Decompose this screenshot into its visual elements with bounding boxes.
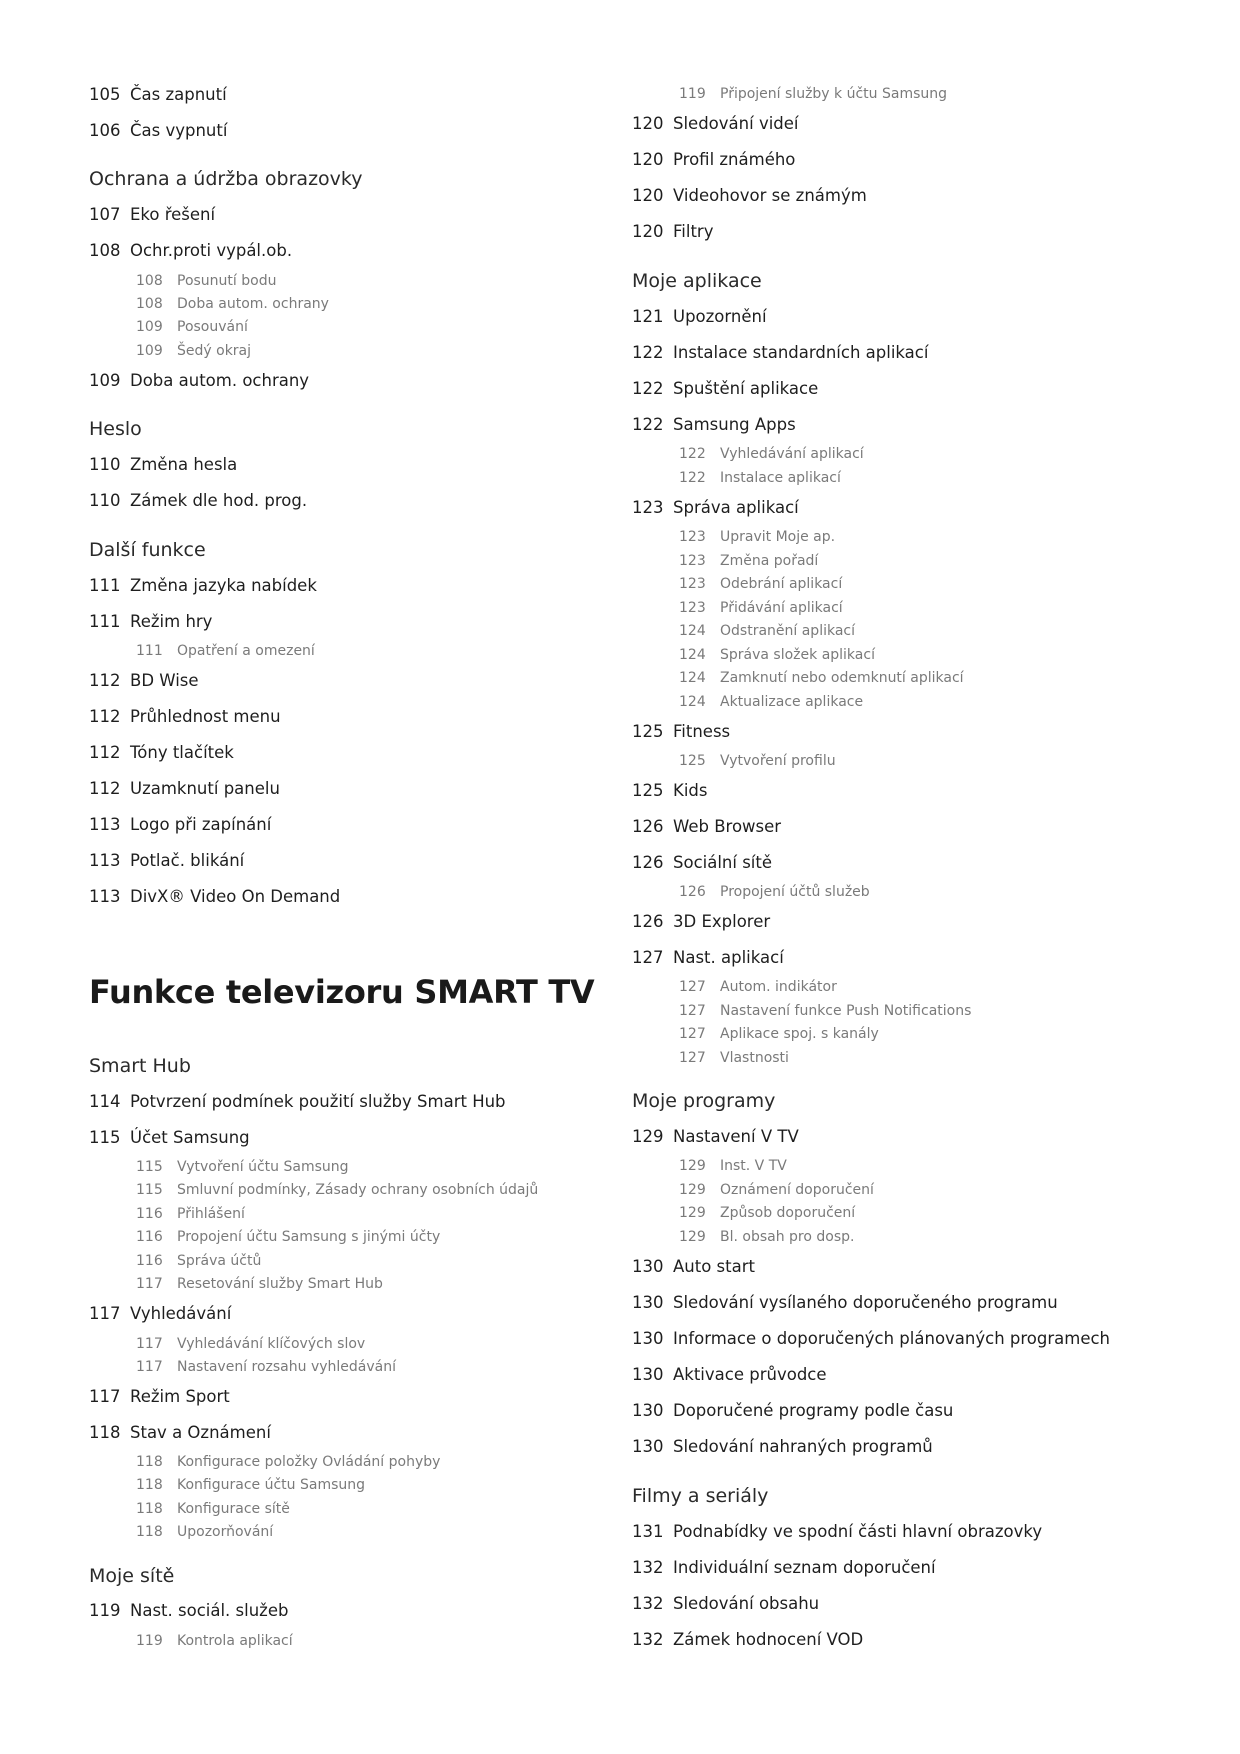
page-number: 116	[136, 1253, 163, 1269]
toc-entry-pruhlednost-menu[interactable]	[89, 706, 281, 728]
entry-title: Informace o doporučených plánovaných programech	[673, 1329, 1111, 1348]
page-number: 118	[136, 1477, 163, 1493]
toc-entry-pridavani-aplikaci[interactable]	[679, 599, 843, 617]
toc-entry-nastaveni-v-tv[interactable]	[632, 1126, 799, 1148]
entry-title: Změna hesla	[130, 455, 238, 474]
toc-entry-sledovani-videi[interactable]	[632, 113, 799, 135]
page-number: 112	[89, 743, 121, 762]
toc-entry-smluvni-podminky-zasady-ochrany-osobnich-udaju[interactable]	[136, 1181, 538, 1199]
page-number: 119	[679, 86, 706, 102]
toc-entry-zmena-poradi[interactable]	[679, 552, 818, 570]
entry-title: Správa účtů	[177, 1253, 262, 1269]
entry-title: Zamknutí nebo odemknutí aplikací	[720, 670, 964, 686]
page-number: 114	[89, 1092, 121, 1111]
entry-title: Sledování obsahu	[673, 1594, 820, 1613]
page-number: 131	[632, 1522, 664, 1541]
entry-title: Logo při zapínání	[130, 815, 272, 834]
toc-entry-podnabidky-ve-spodni-casti-hlavni-obrazovky[interactable]	[632, 1521, 1042, 1543]
entry-title: Aktivace průvodce	[673, 1365, 827, 1384]
page-number: 129	[679, 1229, 706, 1245]
page-number: 127	[632, 948, 664, 967]
page-number: 112	[89, 671, 121, 690]
entry-title: Posunutí bodu	[177, 273, 277, 289]
toc-entry-doba-autom-ochrany[interactable]	[89, 370, 309, 392]
toc-entry-rezim-sport[interactable]	[89, 1386, 230, 1408]
toc-entry-ochr-proti-vypal-ob[interactable]	[89, 240, 292, 262]
toc-entry-aplikace-spoj-s-kanaly[interactable]	[679, 1025, 879, 1043]
entry-title: Eko řešení	[130, 205, 216, 224]
page-number: 120	[632, 114, 664, 133]
page-number: 115	[89, 1128, 121, 1147]
entry-title: Stav a Oznámení	[130, 1423, 271, 1442]
toc-entry-zmena-jazyka-nabidek[interactable]	[89, 575, 317, 597]
page-number: 116	[136, 1229, 163, 1245]
page-number: 123	[632, 498, 664, 517]
entry-title: Způsob doporučení	[720, 1205, 856, 1221]
page-number: 113	[89, 887, 121, 906]
toc-entry-vlastnosti[interactable]	[679, 1049, 789, 1067]
page-number: 117	[89, 1387, 121, 1406]
entry-title: Doba autom. ochrany	[177, 296, 329, 312]
page-number: 117	[136, 1336, 163, 1352]
page-number: 105	[89, 85, 121, 104]
page-number: 125	[632, 722, 664, 741]
page-number: 122	[632, 379, 664, 398]
page-number: 125	[632, 781, 664, 800]
entry-title: Sociální sítě	[673, 853, 773, 872]
page-number: 124	[679, 647, 706, 663]
toc-entry-vyhledavani[interactable]	[89, 1303, 231, 1325]
page-number: 110	[89, 455, 121, 474]
toc-entry-ucet-samsung[interactable]	[89, 1127, 250, 1149]
entry-title: Průhlednost menu	[130, 707, 281, 726]
page-number: 123	[679, 576, 706, 592]
page-number: 109	[136, 319, 163, 335]
entry-title: Potlač. blikání	[130, 851, 245, 870]
toc-entry-odstraneni-aplikaci[interactable]	[679, 622, 855, 640]
page-number: 115	[136, 1159, 163, 1175]
toc-entry-spusteni-aplikace[interactable]	[632, 378, 818, 400]
toc-entry-auto-start[interactable]	[632, 1256, 755, 1278]
toc-entry-instalace-aplikaci[interactable]	[679, 469, 841, 487]
entry-title: Konfigurace položky Ovládání pohyby	[177, 1454, 441, 1470]
toc-entry-posunuti-bodu[interactable]	[136, 272, 276, 290]
toc-entry-resetovani-sluzby-smart-hub[interactable]	[136, 1275, 383, 1293]
toc-entry-vyhledavani-klicovych-slov[interactable]	[136, 1335, 365, 1353]
entry-title: Vytvoření profilu	[720, 753, 836, 769]
toc-entry-instalace-standardnich-aplikaci[interactable]	[632, 342, 928, 364]
entry-title: Posouvání	[177, 319, 248, 335]
page-number: 126	[679, 884, 706, 900]
toc-entry-zmena-hesla[interactable]	[89, 454, 237, 476]
section-heading: Filmy a seriály	[632, 1485, 769, 1507]
page-number: 118	[136, 1524, 163, 1540]
toc-entry-konfigurace-site[interactable]	[136, 1500, 290, 1518]
page-number: 108	[136, 296, 163, 312]
entry-title: Sledování vysílaného doporučeného programu	[673, 1293, 1058, 1312]
entry-title: Vyhledávání klíčových slov	[177, 1336, 366, 1352]
toc-entry-sledovani-nahranych-programu[interactable]	[632, 1436, 933, 1458]
page-number: 121	[632, 307, 664, 326]
page-number: 130	[632, 1329, 664, 1348]
entry-title: Připojení služby k účtu Samsung	[720, 86, 948, 102]
toc-entry-kids[interactable]	[632, 780, 707, 802]
toc-entry-opatreni-a-omezeni[interactable]	[136, 642, 315, 660]
toc-entry-zamknuti-nebo-odemknuti-aplikaci[interactable]	[679, 669, 964, 687]
page-number: 126	[632, 912, 664, 931]
toc-entry-upozorneni[interactable]	[632, 306, 767, 328]
entry-title: Upravit Moje ap.	[720, 529, 836, 545]
entry-title: Oznámení doporučení	[720, 1182, 874, 1198]
page-number: 130	[632, 1257, 664, 1276]
entry-title: Web Browser	[673, 817, 782, 836]
entry-title: Vyhledávání	[130, 1304, 232, 1323]
page-number: 110	[89, 491, 121, 510]
entry-title: Sledování nahraných programů	[673, 1437, 933, 1456]
toc-entry-posouvani[interactable]	[136, 318, 248, 336]
toc-entry-bd-wise[interactable]	[89, 670, 199, 692]
page-number: 126	[632, 817, 664, 836]
entry-title: Vytvoření účtu Samsung	[177, 1159, 349, 1175]
entry-title: Nast. sociál. služeb	[130, 1601, 289, 1620]
entry-title: Sledování videí	[673, 114, 799, 133]
entry-title: Režim hry	[130, 612, 213, 631]
toc-entry-kontrola-aplikaci[interactable]	[136, 1632, 293, 1650]
page-number: 119	[136, 1633, 163, 1649]
entry-title: Autom. indikátor	[720, 979, 837, 995]
toc-entry-potlac-blikani[interactable]	[89, 850, 244, 872]
entry-title: Vlastnosti	[720, 1050, 789, 1066]
toc-entry-prihlaseni[interactable]	[136, 1205, 245, 1223]
toc-entry-vytvoreni-uctu-samsung[interactable]	[136, 1158, 349, 1176]
toc-entry-bl-obsah-pro-dosp[interactable]	[679, 1228, 854, 1246]
toc-entry-cas-vypnuti[interactable]	[89, 120, 227, 142]
toc-entry-aktivace-pruvodce[interactable]	[632, 1364, 827, 1386]
page-number: 112	[89, 707, 121, 726]
toc-entry-aktualizace-aplikace[interactable]	[679, 693, 863, 711]
page-number: 111	[89, 576, 121, 595]
page-number: 117	[89, 1304, 121, 1323]
page-number: 132	[632, 1594, 664, 1613]
page-number: 127	[679, 979, 706, 995]
page-number: 127	[679, 1003, 706, 1019]
toc-entry-konfigurace-polozky-ovladani-pohyby[interactable]	[136, 1453, 440, 1471]
page-number: 130	[632, 1365, 664, 1384]
page-number: 118	[136, 1501, 163, 1517]
toc-entry-zamek-hodnoceni-vod[interactable]	[632, 1629, 863, 1651]
entry-title: Nast. aplikací	[673, 948, 784, 967]
toc-entry-inst-v-tv[interactable]	[679, 1157, 787, 1175]
entry-title: Profil známého	[673, 150, 796, 169]
toc-entry-uzamknuti-panelu[interactable]	[89, 778, 280, 800]
toc-entry-sledovani-vysilaneho-doporuceneho-programu[interactable]	[632, 1292, 1058, 1314]
entry-title: Auto start	[673, 1257, 755, 1276]
entry-title: Individuální seznam doporučení	[673, 1558, 936, 1577]
chapter-title: Funkce televizoru SMART TV	[89, 973, 595, 1011]
toc-entry-potvrzeni-podminek-pouziti-sluzby-smart-hub[interactable]	[89, 1091, 506, 1113]
toc-entry-3d-explorer[interactable]	[632, 911, 770, 933]
toc-entry-informace-o-doporucenych-planovanych-programech[interactable]	[632, 1328, 1110, 1350]
toc-entry-oznameni-doporuceni[interactable]	[679, 1181, 874, 1199]
entry-title: Ochr.proti vypál.ob.	[130, 241, 293, 260]
entry-title: Čas zapnutí	[130, 85, 227, 104]
toc-entry-nast-social-sluzeb[interactable]	[89, 1600, 288, 1622]
toc-entry-eko-reseni[interactable]	[89, 204, 215, 226]
entry-title: Videohovor se známým	[673, 186, 867, 205]
toc-entry-zpusob-doporuceni[interactable]	[679, 1204, 855, 1222]
toc-entry-sprava-uctu[interactable]	[136, 1252, 261, 1270]
page-number: 123	[679, 529, 706, 545]
page-number: 123	[679, 600, 706, 616]
entry-title: Propojení účtu Samsung s jinými účty	[177, 1229, 441, 1245]
page-number: 122	[632, 415, 664, 434]
page-number: 108	[89, 241, 121, 260]
page-number: 109	[136, 343, 163, 359]
section-heading: Moje aplikace	[632, 270, 762, 292]
toc-entry-divx-video-on-demand[interactable]	[89, 886, 340, 908]
entry-title: Smluvní podmínky, Zásady ochrany osobních údajů	[177, 1182, 539, 1198]
page-number: 119	[89, 1601, 121, 1620]
page-number: 130	[632, 1437, 664, 1456]
page-number: 107	[89, 205, 121, 224]
entry-title: 3D Explorer	[673, 912, 771, 931]
page-number: 118	[89, 1423, 121, 1442]
section-heading: Smart Hub	[89, 1055, 191, 1077]
entry-title: Inst. V TV	[720, 1158, 787, 1174]
toc-entry-konfigurace-uctu-samsung[interactable]	[136, 1476, 365, 1494]
entry-title: Spuštění aplikace	[673, 379, 819, 398]
toc-entry-upozornovani[interactable]	[136, 1523, 273, 1541]
toc-entry-rezim-hry[interactable]	[89, 611, 212, 633]
entry-title: Čas vypnutí	[130, 121, 228, 140]
toc-entry-videohovor-se-znamym[interactable]	[632, 185, 867, 207]
entry-title: Propojení účtů služeb	[720, 884, 870, 900]
page-number: 120	[632, 186, 664, 205]
toc-entry-sedy-okraj[interactable]	[136, 342, 251, 360]
toc-entry-upravit-moje-ap[interactable]	[679, 528, 835, 546]
toc-entry-nastaveni-funkce-push-notifications[interactable]	[679, 1002, 971, 1020]
toc-entry-logo-pri-zapinani[interactable]	[89, 814, 271, 836]
page-number: 117	[136, 1359, 163, 1375]
entry-title: BD Wise	[130, 671, 199, 690]
toc-entry-web-browser[interactable]	[632, 816, 781, 838]
page-number: 108	[136, 273, 163, 289]
entry-title: Samsung Apps	[673, 415, 796, 434]
page-number: 129	[632, 1127, 664, 1146]
toc-entry-individualni-seznam-doporuceni[interactable]	[632, 1557, 936, 1579]
entry-title: Upozornění	[673, 307, 767, 326]
entry-title: Resetování služby Smart Hub	[177, 1276, 383, 1292]
toc-entry-vyhledavani-aplikaci[interactable]	[679, 445, 864, 463]
page-number: 130	[632, 1293, 664, 1312]
entry-title: Nastavení rozsahu vyhledávání	[177, 1359, 396, 1375]
toc-entry-propojeni-uctu-samsung-s-jinymi-ucty[interactable]	[136, 1228, 440, 1246]
entry-title: Podnabídky ve spodní části hlavní obrazovky	[673, 1522, 1043, 1541]
entry-title: Zámek dle hod. prog.	[130, 491, 308, 510]
entry-title: Fitness	[673, 722, 731, 741]
page-number: 122	[679, 470, 706, 486]
toc-entry-socialni-site[interactable]	[632, 852, 772, 874]
page-number: 129	[679, 1182, 706, 1198]
page-number: 124	[679, 623, 706, 639]
toc-entry-doporucene-programy-podle-casu[interactable]	[632, 1400, 953, 1422]
toc-entry-sprava-aplikaci[interactable]	[632, 497, 799, 519]
toc-entry-doba-autom-ochrany[interactable]	[136, 295, 329, 313]
entry-title: Tóny tlačítek	[130, 743, 234, 762]
entry-title: Nastavení funkce Push Notifications	[720, 1003, 972, 1019]
toc-entry-autom-indikator[interactable]	[679, 978, 837, 996]
page-number: 112	[89, 779, 121, 798]
toc-entry-pripojeni-sluzby-k-uctu-samsung[interactable]	[679, 85, 947, 103]
page-number: 122	[679, 446, 706, 462]
toc-entry-nast-aplikaci[interactable]	[632, 947, 784, 969]
page-number: 113	[89, 815, 121, 834]
entry-title: Doporučené programy podle času	[673, 1401, 954, 1420]
toc-entry-tony-tlacitek[interactable]	[89, 742, 234, 764]
page-number: 132	[632, 1630, 664, 1649]
page-number: 124	[679, 670, 706, 686]
toc-entry-profil-znameho[interactable]	[632, 149, 795, 171]
page-number: 115	[136, 1182, 163, 1198]
page-number: 109	[89, 371, 121, 390]
section-heading: Další funkce	[89, 539, 206, 561]
entry-title: Potvrzení podmínek použití služby Smart Hub	[130, 1092, 506, 1111]
page-number: 124	[679, 694, 706, 710]
toc-entry-sprava-slozek-aplikaci[interactable]	[679, 646, 875, 664]
entry-title: Doba autom. ochrany	[130, 371, 310, 390]
page-number: 129	[679, 1205, 706, 1221]
toc-entry-odebrani-aplikaci[interactable]	[679, 575, 842, 593]
page-number: 118	[136, 1454, 163, 1470]
toc-entry-cas-zapnuti[interactable]	[89, 84, 227, 106]
entry-title: Uzamknutí panelu	[130, 779, 280, 798]
toc-entry-filtry[interactable]	[632, 221, 713, 243]
page-number: 122	[632, 343, 664, 362]
toc-entry-stav-a-oznameni[interactable]	[89, 1422, 271, 1444]
entry-title: Správa aplikací	[673, 498, 799, 517]
page-number: 130	[632, 1401, 664, 1420]
entry-title: Bl. obsah pro dosp.	[720, 1229, 855, 1245]
entry-title: Konfigurace účtu Samsung	[177, 1477, 366, 1493]
toc-entry-vytvoreni-profilu[interactable]	[679, 752, 836, 770]
entry-title: Změna jazyka nabídek	[130, 576, 317, 595]
toc-entry-nastaveni-rozsahu-vyhledavani[interactable]	[136, 1358, 396, 1376]
page-number: 111	[89, 612, 121, 631]
entry-title: Aplikace spoj. s kanály	[720, 1026, 879, 1042]
entry-title: Správa složek aplikací	[720, 647, 875, 663]
toc-entry-samsung-apps[interactable]	[632, 414, 796, 436]
page-number: 116	[136, 1206, 163, 1222]
page-number: 120	[632, 150, 664, 169]
entry-title: Kontrola aplikací	[177, 1633, 293, 1649]
entry-title: Nastavení V TV	[673, 1127, 799, 1146]
page-number: 111	[136, 643, 163, 659]
page-number: 127	[679, 1050, 706, 1066]
page-number: 129	[679, 1158, 706, 1174]
toc-entry-fitness[interactable]	[632, 721, 730, 743]
page-number: 120	[632, 222, 664, 241]
entry-title: Odstranění aplikací	[720, 623, 855, 639]
page-number: 132	[632, 1558, 664, 1577]
section-heading: Ochrana a údržba obrazovky	[89, 168, 363, 190]
entry-title: Režim Sport	[130, 1387, 230, 1406]
entry-title: Instalace aplikací	[720, 470, 841, 486]
entry-title: Upozorňování	[177, 1524, 274, 1540]
entry-title: Aktualizace aplikace	[720, 694, 864, 710]
entry-title: DivX® Video On Demand	[130, 887, 341, 906]
toc-entry-sledovani-obsahu[interactable]	[632, 1593, 819, 1615]
entry-title: Vyhledávání aplikací	[720, 446, 864, 462]
entry-title: Přidávání aplikací	[720, 600, 843, 616]
entry-title: Kids	[673, 781, 708, 800]
entry-title: Zámek hodnocení VOD	[673, 1630, 864, 1649]
page-number: 127	[679, 1026, 706, 1042]
section-heading: Moje sítě	[89, 1565, 175, 1587]
page-number: 126	[632, 853, 664, 872]
toc-entry-zamek-dle-hod-prog[interactable]	[89, 490, 307, 512]
page-number: 125	[679, 753, 706, 769]
toc-entry-propojeni-uctu-sluzeb[interactable]	[679, 883, 870, 901]
entry-title: Šedý okraj	[177, 343, 252, 359]
page-number: 123	[679, 553, 706, 569]
page-number: 117	[136, 1276, 163, 1292]
entry-title: Přihlášení	[177, 1206, 245, 1222]
page-number: 106	[89, 121, 121, 140]
entry-title: Změna pořadí	[720, 553, 819, 569]
entry-title: Filtry	[673, 222, 714, 241]
section-heading: Heslo	[89, 418, 142, 440]
entry-title: Opatření a omezení	[177, 643, 315, 659]
entry-title: Účet Samsung	[130, 1128, 250, 1147]
entry-title: Odebrání aplikací	[720, 576, 843, 592]
section-heading: Moje programy	[632, 1090, 776, 1112]
entry-title: Konfigurace sítě	[177, 1501, 290, 1517]
entry-title: Instalace standardních aplikací	[673, 343, 929, 362]
page-number: 113	[89, 851, 121, 870]
